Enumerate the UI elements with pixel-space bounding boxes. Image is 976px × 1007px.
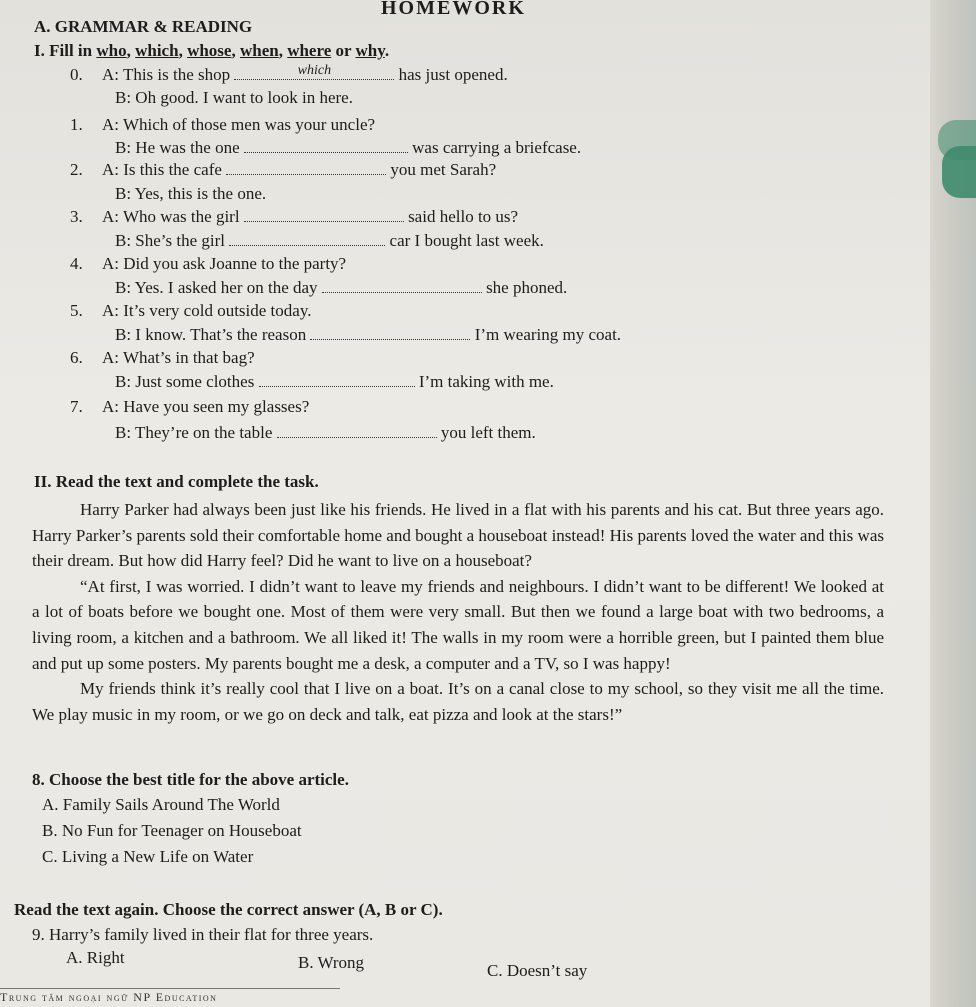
item-line-b: B: I know. That’s the reason I’m wearing my coat. (115, 325, 622, 344)
question-9-option-c[interactable]: C. Doesn’t say (487, 961, 588, 980)
task3-heading: Read the text again. Choose the correct answer (A, B or C). (14, 900, 443, 919)
option-why: why (355, 41, 385, 60)
item-number: 7. (70, 397, 83, 416)
item-line-b: B: Yes. I asked her on the day she phoned. (115, 278, 568, 297)
filled-answer: which (297, 63, 332, 78)
reading-text (32, 497, 884, 727)
answer-blank[interactable] (244, 207, 404, 222)
item-line-b: B: She’s the girl car I bought last week. (115, 231, 544, 250)
item-line-b: B: Yes, this is the one. (115, 184, 267, 203)
footer-brand: Trung tâm ngoại ngữ NP Education (0, 990, 218, 1004)
answer-blank[interactable] (310, 325, 470, 340)
item-line-b: B: Oh good. I want to look in here. (115, 88, 353, 107)
item-number: 1. (70, 115, 83, 134)
item-line-a: A: Have you seen my glasses? (102, 397, 310, 416)
item-line-b: B: He was the one was carrying a briefcase. (115, 138, 582, 157)
page-edge (930, 0, 976, 1007)
answer-blank[interactable] (277, 423, 437, 438)
item-line-b: B: Just some clothes I’m taking with me. (115, 372, 554, 391)
item-line-b: B: They’re on the table you left them. (115, 423, 536, 442)
option-when: when (239, 41, 279, 60)
exercise1-heading: I. Fill in who, which, whose, when, where or why. (34, 41, 390, 60)
section-a-heading: A. GRAMMAR & READING (34, 17, 253, 36)
item-number: 0. (70, 65, 83, 84)
question-8-option-a[interactable]: A. Family Sails Around The World (42, 795, 280, 814)
question-9-prompt: 9. Harry’s family lived in their flat for three years. (32, 925, 374, 944)
question-9-option-a[interactable]: A. Right (66, 948, 125, 967)
exercise2-heading: II. Read the text and complete the task. (34, 472, 319, 491)
item-line-a: A: Is this the cafe you met Sarah? (102, 160, 497, 179)
item-line-a: A: It’s very cold outside today. (102, 301, 312, 320)
footer-divider (0, 988, 340, 989)
answer-blank[interactable] (234, 65, 394, 80)
item-line-a: A: Which of those men was your uncle? (102, 115, 376, 134)
item-line-a: A: Did you ask Joanne to the party? (102, 254, 347, 273)
question-8-option-b[interactable]: B. No Fun for Teenager on Houseboat (42, 821, 302, 840)
answer-blank[interactable] (259, 372, 415, 387)
answer-blank[interactable] (322, 278, 482, 293)
question-9-option-b[interactable]: B. Wrong (298, 953, 365, 972)
answer-blank[interactable] (226, 160, 386, 175)
item-number: 3. (70, 207, 83, 226)
item-line-a: A: This is the shop which has just opened. (102, 63, 508, 84)
item-line-a: A: Who was the girl said hello to us? (102, 207, 519, 226)
option-which: which (135, 41, 179, 60)
reading-paragraph-1: Harry Parker had always been just like his friends. He lived in a flat with his parents and his cat. But three years ago. Harry Parker’s parents sold their comfortable home and bought a houseboat instead! His parents loved the water and this was their dream. But how did Harry feel? Did he want to live on a houseboat? (32, 500, 884, 571)
reading-paragraph-2: “At first, I was worried. I didn’t want to leave my friends and neighbours. I didn’t want to be different! We looked at a lot of boats before we bought one. Most of them were very small. But then we found a large boat with two bedrooms, a living room, a kitchen and a bathroom. We all liked it! The walls in my room were a horrible green, but I painted them blue and put up some posters. My parents bought me a desk, a computer and a TV, so I was happy! (32, 576, 884, 673)
item-line-a: A: What’s in that bag? (102, 348, 255, 367)
edge-decoration (942, 146, 976, 198)
option-whose: whose (187, 41, 232, 60)
item-number: 5. (70, 301, 83, 320)
reading-paragraph-3: My friends think it’s really cool that I live on a boat. It’s on a canal close to my school, so they visit me all the time. We play music in my room, or we go on deck and talk, eat pizza and look at the stars!” (32, 679, 884, 724)
option-who: who (96, 41, 127, 60)
item-number: 4. (70, 254, 83, 273)
item-number: 2. (70, 160, 83, 179)
question-8-option-c[interactable]: C. Living a New Life on Water (42, 847, 254, 866)
answer-blank[interactable] (229, 231, 385, 246)
option-where: where (287, 41, 332, 60)
answer-blank[interactable] (244, 138, 408, 153)
homework-title: HOMEWORK (381, 0, 526, 19)
item-number: 6. (70, 348, 83, 367)
question-8-prompt: 8. Choose the best title for the above article. (32, 770, 349, 789)
